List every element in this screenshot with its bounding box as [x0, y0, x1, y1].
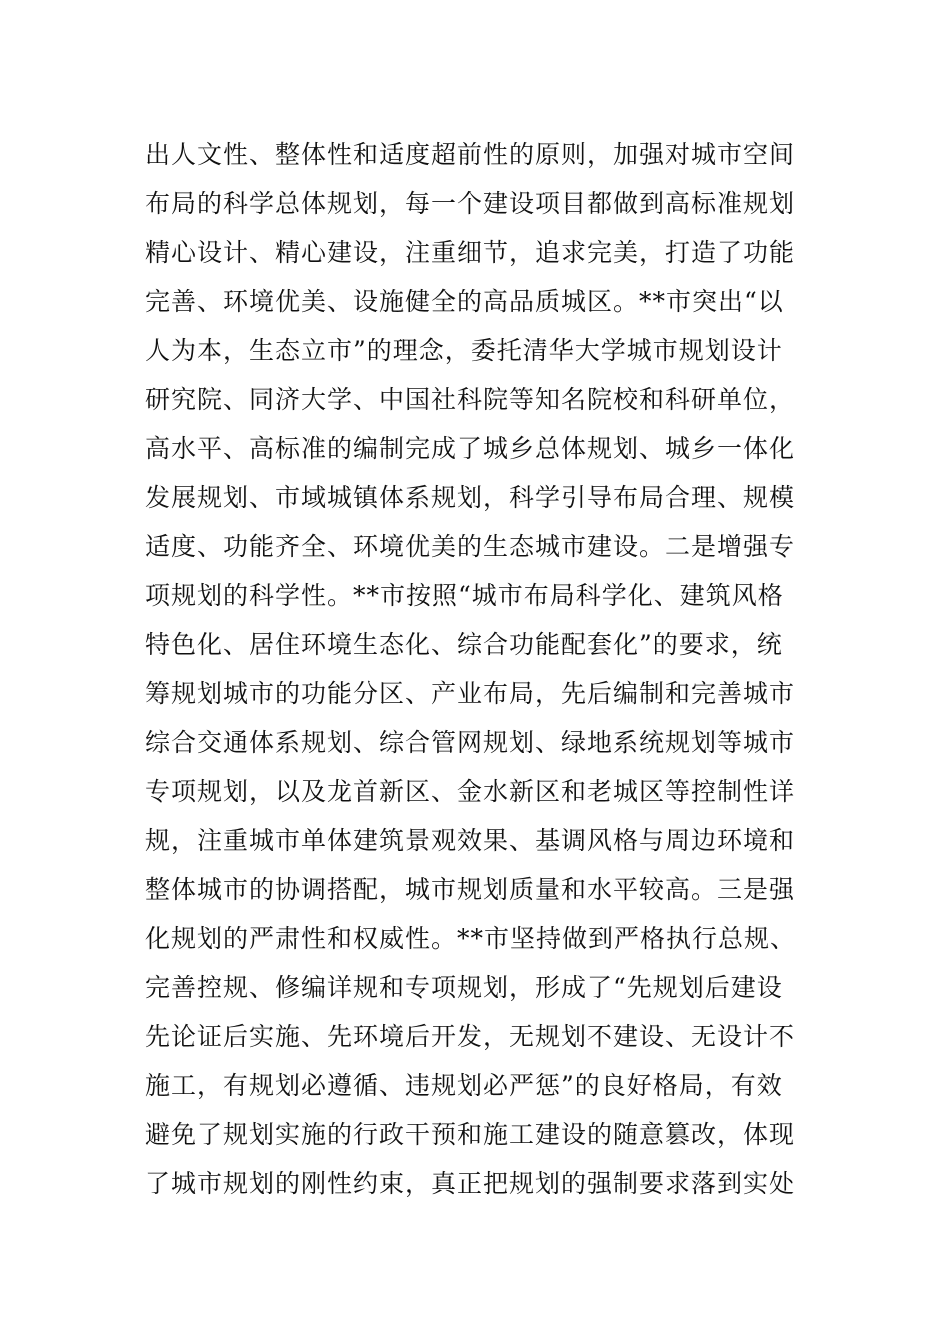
- text-line-13: 综合交通体系规划、综合管网规划、绿地系统规划等城市: [145, 728, 796, 757]
- text-line-3: 精心设计、精心建设，注重细节，追求完美，打造了功能: [145, 238, 796, 267]
- text-line-19: 先论证后实施、先环境后开发，无规划不建设、无设计不: [145, 1022, 796, 1051]
- text-line-5: 人为本，生态立市”的理念，委托清华大学城市规划设计: [145, 336, 783, 365]
- text-line-8: 发展规划、市域城镇体系规划，科学引导布局合理、规模: [145, 483, 796, 512]
- text-line-15: 规，注重城市单体建筑景观效果、基调风格与周边环境和: [145, 826, 796, 855]
- text-line-1: 出人文性、整体性和适度超前性的原则，加强对城市空间: [145, 140, 796, 169]
- text-line-11: 特色化、居住环境生态化、综合功能配套化”的要求，统: [145, 630, 783, 659]
- text-line-10: 项规划的科学性。**市按照“城市布局科学化、建筑风格: [145, 581, 784, 610]
- text-line-22: 了城市规划的刚性约束，真正把规划的强制要求落到实处: [145, 1169, 796, 1198]
- text-line-14: 专项规划，以及龙首新区、金水新区和老城区等控制性详: [145, 777, 796, 806]
- text-line-21: 避免了规划实施的行政干预和施工建设的随意篡改，体现: [145, 1120, 796, 1149]
- text-line-18: 完善控规、修编详规和专项规划，形成了“先规划后建设: [145, 973, 783, 1002]
- text-line-6: 研究院、同济大学、中国社科院等知名院校和科研单位，: [145, 385, 796, 414]
- text-line-4: 完善、环境优美、设施健全的高品质城区。**市突出“以: [145, 287, 784, 316]
- text-line-20: 施工，有规划必遵循、违规划必严惩”的良好格局，有效: [145, 1071, 783, 1100]
- body-paragraph: [145, 130, 815, 1208]
- text-line-9: 适度、功能齐全、环境优美的生态城市建设。二是增强专: [145, 532, 796, 561]
- text-line-2: 布局的科学总体规划，每一个建设项目都做到高标准规划: [145, 189, 796, 218]
- text-line-7: 高水平、高标准的编制完成了城乡总体规划、城乡一体化: [145, 434, 796, 463]
- text-line-12: 筹规划城市的功能分区、产业布局，先后编制和完善城市: [145, 679, 796, 708]
- text-line-16: 整体城市的协调搭配，城市规划质量和水平较高。三是强: [145, 875, 796, 904]
- text-line-17: 化规划的严肃性和权威性。**市坚持做到严格执行总规、: [145, 924, 797, 953]
